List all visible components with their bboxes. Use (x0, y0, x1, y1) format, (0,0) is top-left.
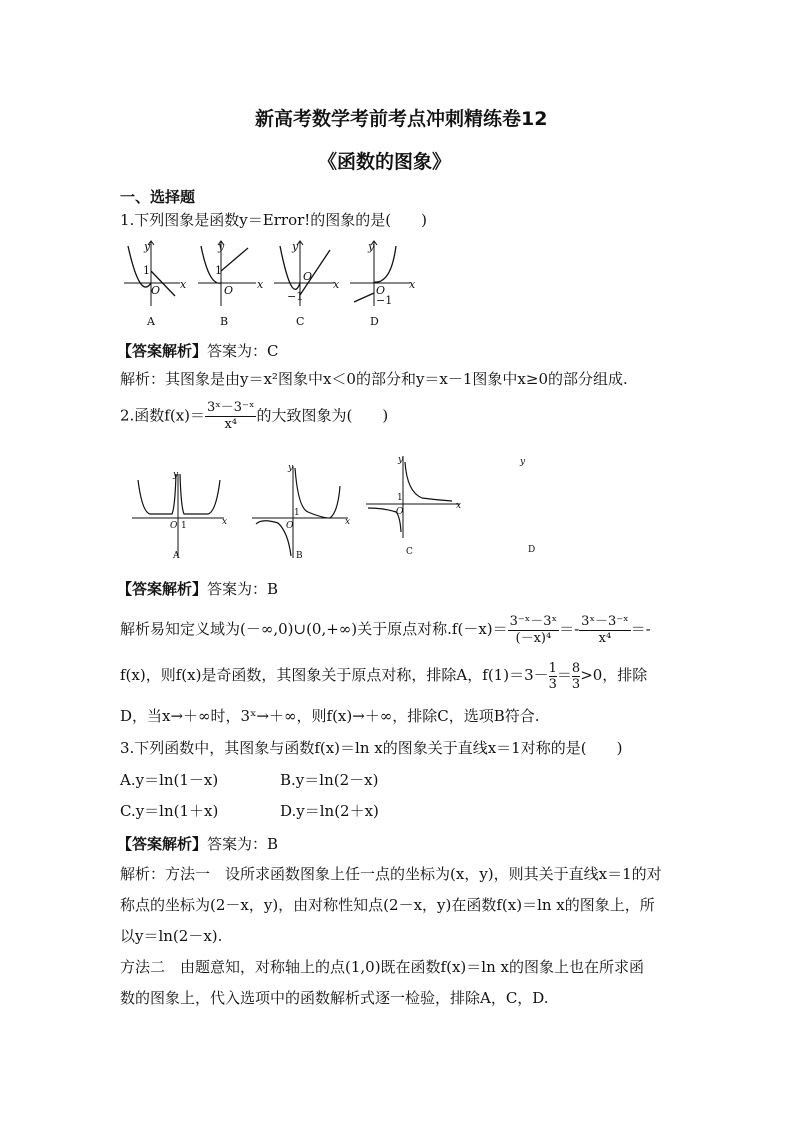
svg-text:y: y (292, 240, 299, 253)
svg-text:O: O (303, 270, 313, 283)
svg-text:C: C (406, 547, 413, 557)
svg-text:x: x (345, 517, 351, 527)
svg-text:1: 1 (181, 521, 187, 531)
svg-text:y: y (288, 463, 294, 473)
q2-graph-c (366, 456, 460, 538)
q3-analysis-line1: 解析：方法一 设所求函数图象上任一点的坐标为(x，y)，则其关于直线x＝1的对 (120, 865, 662, 883)
svg-text:1: 1 (397, 493, 403, 503)
q3-analysis-line4: 方法二 由题意知，对称轴上的点(1,0)既在函数f(x)＝ln x的图象上也在所求函 (120, 958, 644, 976)
svg-text:x: x (409, 278, 416, 291)
q3-option-b: B.y＝ln(2－x) (280, 771, 379, 789)
q3-option-c: C.y＝ln(1＋x) (120, 802, 219, 820)
q3-option-d: D.y＝ln(2＋x) (280, 802, 379, 820)
q3-analysis-line2: 称点的坐标为(2－x，y)，由对称性知点(2－x，y)在函数f(x)＝ln x的图象上，所 (120, 896, 655, 914)
q1-analysis: 解析：其图象是由y＝x²图象中x＜0的部分和y＝x－1图象中x≥0的部分组成. (120, 370, 628, 388)
svg-text:B: B (296, 551, 303, 561)
q2-graph-a (132, 474, 224, 558)
svg-text:B: B (220, 315, 229, 328)
q2-graph-d-y-label: y (520, 457, 526, 467)
q2-graph-b (252, 466, 351, 558)
svg-text:−1: −1 (376, 294, 393, 307)
q3-stem: 3.下列函数中，其图象与函数f(x)＝ln x的图象关于直线x＝1对称的是( ) (120, 739, 623, 757)
q1-stem: 1.下列图象是函数y＝Error!的图象的是( ) (120, 211, 428, 229)
q2-graphs (128, 452, 478, 564)
svg-text:x: x (257, 278, 264, 291)
svg-text:D: D (370, 315, 379, 328)
svg-text:A: A (173, 551, 180, 561)
svg-text:y: y (398, 455, 404, 465)
q3-option-a: A.y＝ln(1－x) (120, 771, 219, 789)
q2-stem: 2.函数f(x)＝ $\frac{\text{3ˣ－3⁻ˣ}}{\text{x⁴}}$ 的大致图象为( ) (120, 400, 389, 432)
q3-analysis-line5: 数的图象上，代入选项中的函数解析式逐一检验，排除A，C，D. (120, 989, 549, 1007)
svg-text:x: x (180, 278, 187, 291)
q2-answer: 【答案解析】答案为：B (117, 580, 279, 598)
svg-text:1: 1 (143, 264, 150, 277)
svg-text:C: C (296, 315, 305, 328)
svg-text:y: y (218, 240, 225, 253)
svg-text:−1: −1 (287, 290, 304, 303)
svg-text:A: A (147, 315, 155, 328)
svg-text:O: O (151, 284, 161, 297)
section-heading: 一、选择题 (120, 188, 196, 206)
svg-text:O: O (396, 507, 404, 517)
q2-analysis-line3: D，当x→＋∞时，3ˣ→＋∞，则f(x)→＋∞，排除C，选项B符合. (120, 707, 540, 725)
q2-analysis-line1: 解析易知定义域为(－∞,0)∪(0,+∞)关于原点对称.f(－x)＝ $\frac{\text{3⁻ˣ－3ˣ}}{\text{(－x)⁴}}$ ＝- $\frac{\text{3ˣ－3⁻ˣ}}{\text{x⁴}}$ ＝- (120, 613, 651, 646)
svg-text:O: O (170, 521, 178, 531)
svg-text:y: y (144, 240, 151, 253)
page-title: 新高考数学考前考点冲刺精练卷12 (255, 108, 548, 130)
svg-text:x: x (222, 517, 228, 527)
page-subtitle: 《函数的图象》 (318, 151, 452, 173)
svg-text:x: x (456, 501, 462, 511)
q3-answer: 【答案解析】答案为：B (117, 835, 279, 853)
svg-text:x: x (333, 278, 340, 291)
svg-text:1: 1 (294, 508, 300, 518)
q3-analysis-line3: 以y＝ln(2－x). (120, 927, 223, 945)
svg-text:O: O (286, 521, 294, 531)
svg-text:1: 1 (215, 264, 222, 277)
svg-text:y: y (368, 240, 375, 253)
q1-answer: 【答案解析】答案为：C (117, 342, 279, 360)
svg-text:O: O (376, 284, 386, 297)
q1-graphs (120, 238, 420, 330)
q2-graph-d-label: D (528, 545, 536, 555)
q2-analysis-line2: f(x)，则f(x)是奇函数，其图象关于原点对称，排除A，f(1)＝3－ $\frac{1}{3}$ ＝ $\frac{8}{3}$ >0，排除 (120, 660, 648, 692)
svg-text:y: y (173, 470, 179, 480)
svg-text:O: O (224, 284, 234, 297)
